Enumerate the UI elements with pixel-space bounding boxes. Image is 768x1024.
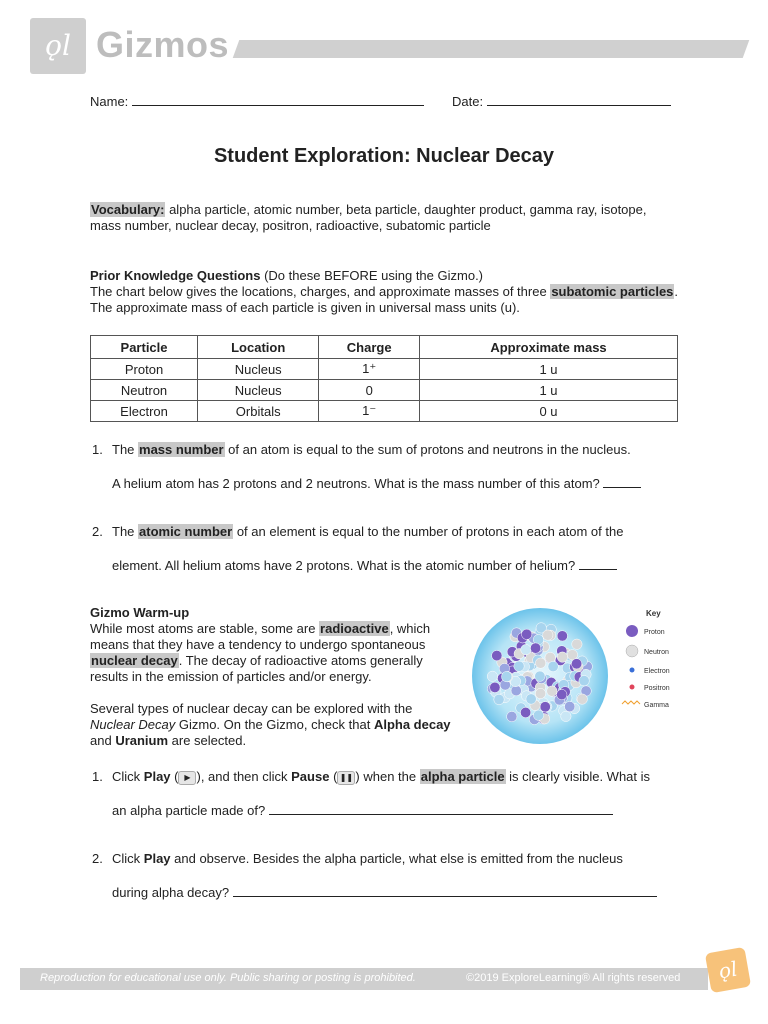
table-cell: 1 u xyxy=(420,359,678,380)
date-blank[interactable] xyxy=(487,93,671,106)
nucleon xyxy=(557,631,567,641)
uranium-option: Uranium xyxy=(115,733,169,748)
key-proton: Proton xyxy=(644,629,665,636)
question-text: A helium atom has 2 protons and 2 neutrons. What is the mass number of this atom? xyxy=(112,476,600,491)
atomic-number-term: atomic number xyxy=(139,524,233,539)
play-label: Play xyxy=(143,769,171,784)
nuclear-decay-term: nuclear decay xyxy=(91,653,178,668)
nucleon xyxy=(514,661,524,671)
key-title: Key xyxy=(646,609,661,618)
intro-text-a: The chart below gives the locations, charges, and approximate masses of three xyxy=(90,284,551,299)
nucleon xyxy=(507,711,517,721)
key-positron: Positron xyxy=(644,685,670,692)
neutron-key-icon xyxy=(626,645,638,657)
nucleon xyxy=(530,643,540,653)
question-text: Click xyxy=(112,851,144,866)
nucleon xyxy=(526,694,536,704)
question-1 xyxy=(92,442,692,458)
nucleon xyxy=(577,694,587,704)
table-cell: 1⁺ xyxy=(319,359,420,380)
nucleon xyxy=(492,650,502,660)
question-1-line2 xyxy=(112,475,702,492)
header-bar xyxy=(233,40,750,58)
table-cell: Electron xyxy=(91,401,198,422)
nucleon xyxy=(572,639,582,649)
header-approximate-mass: Approximate mass xyxy=(420,336,678,359)
key-gamma: Gamma xyxy=(644,702,669,709)
answer-blank[interactable] xyxy=(233,884,657,897)
prior-knowledge-note: (Do these BEFORE using the Gizmo.) xyxy=(264,268,484,283)
table-cell: 0 u xyxy=(420,401,678,422)
footer-logo-glyph: ǫl xyxy=(716,956,740,984)
play-label: Play xyxy=(143,851,171,866)
warmup-heading: Gizmo Warm-up xyxy=(90,605,190,620)
pause-icon[interactable]: ❚❚ xyxy=(337,771,355,785)
answer-blank[interactable] xyxy=(579,557,617,570)
warmup-text-f: and xyxy=(90,733,116,748)
play-icon[interactable]: ▶ xyxy=(178,771,196,785)
vocabulary xyxy=(90,202,680,234)
warmup-text xyxy=(90,605,452,749)
nucleon xyxy=(490,682,500,692)
subatomic-particles-term: subatomic particles xyxy=(551,284,674,299)
nucleon xyxy=(535,688,545,698)
intro-text-b: . The approximate mass of each particle is given in universal mass units (u). xyxy=(90,284,679,315)
table-cell: Nucleus xyxy=(198,380,319,401)
gamma-key-icon xyxy=(622,701,640,704)
question-text: ( xyxy=(170,769,179,784)
question-number: 1. xyxy=(92,769,103,784)
warmup-text-c: . The decay of radioactive atoms generally results in the emission of particles and/or energy. xyxy=(90,653,423,684)
table-cell: Orbitals xyxy=(198,401,319,422)
footer-disclaimer: Reproduction for educational use only. Public sharing or posting is prohibited. xyxy=(40,972,416,984)
question-2-line2 xyxy=(112,557,702,574)
question-text: ( xyxy=(329,769,338,784)
table-cell: Proton xyxy=(91,359,198,380)
question-text: and observe. Besides the alpha particle, what else is emitted from the nucleus xyxy=(170,851,623,866)
warmup-question-1-line2 xyxy=(112,802,702,819)
question-text: of an element is equal to the number of protons in each atom of the xyxy=(233,524,624,539)
nucleon xyxy=(494,694,504,704)
nucleon xyxy=(543,630,553,640)
footer-logo xyxy=(705,947,751,993)
warmup-text-g: are selected. xyxy=(168,733,247,748)
nucleon xyxy=(521,644,531,654)
nucleon xyxy=(487,671,497,681)
positron-key-icon xyxy=(630,685,635,690)
warmup-text-d: Several types of nuclear decay can be explored with the xyxy=(90,701,413,716)
question-text: of an atom is equal to the sum of protons and neutrons in the nucleus. xyxy=(224,442,631,457)
warmup-question-2 xyxy=(92,851,692,867)
nucleon xyxy=(561,711,571,721)
question-number: 2. xyxy=(92,524,103,539)
question-text: element. All helium atoms have 2 protons. What is the atomic number of helium? xyxy=(112,558,576,573)
nucleon xyxy=(571,659,581,669)
question-text: The xyxy=(112,442,139,457)
table-cell: Neutron xyxy=(91,380,198,401)
nucleon xyxy=(533,710,543,720)
nucleon xyxy=(520,707,530,717)
prior-knowledge-heading: Prior Knowledge Questions xyxy=(90,268,261,283)
table-row xyxy=(91,380,678,401)
alpha-decay-option: Alpha decay xyxy=(373,717,451,732)
prior-knowledge xyxy=(90,268,680,316)
nucleon xyxy=(557,689,567,699)
logo-glyph: ǫl xyxy=(45,29,71,62)
name-label: Name: xyxy=(90,94,129,109)
answer-blank[interactable] xyxy=(269,802,613,815)
vocabulary-terms: alpha particle, atomic number, beta particle, daughter product, gamma ray, isotope, mass number, nuclear decay, positron, radioactive, subatomic particle xyxy=(90,202,647,233)
electron-key-icon xyxy=(630,668,635,673)
question-text: is clearly visible. What is xyxy=(505,769,651,784)
gizmo-name: Nuclear Decay xyxy=(90,717,176,732)
nucleon xyxy=(540,702,550,712)
nucleon xyxy=(511,685,521,695)
name-field[interactable] xyxy=(90,93,424,110)
table-row xyxy=(91,401,678,422)
header-particle: Particle xyxy=(91,336,198,359)
mass-number-term: mass number xyxy=(139,442,224,457)
nucleon xyxy=(502,671,512,681)
nucleon xyxy=(535,658,545,668)
nucleon xyxy=(548,661,558,671)
warmup-text-b: , which means that they have a tendency to undergo spontaneous xyxy=(90,621,431,652)
nucleon xyxy=(547,686,557,696)
nucleon xyxy=(557,652,567,662)
proton-key-icon xyxy=(626,625,638,637)
logo xyxy=(30,18,86,74)
answer-blank[interactable] xyxy=(603,475,641,488)
question-text: an alpha particle made of? xyxy=(112,803,266,818)
nucleon xyxy=(522,629,532,639)
question-number: 1. xyxy=(92,442,103,457)
pause-label: Pause xyxy=(291,769,330,784)
warmup-text-e: Gizmo. On the Gizmo, check that xyxy=(175,717,374,732)
nucleon xyxy=(535,671,545,681)
warmup-text-a: While most atoms are stable, some are xyxy=(90,621,320,636)
radioactive-term: radioactive xyxy=(320,621,389,636)
nucleon xyxy=(565,701,575,711)
name-blank[interactable] xyxy=(132,93,424,106)
question-text: during alpha decay? xyxy=(112,885,230,900)
question-text: ) when the xyxy=(355,769,420,784)
warmup-question-2-line2 xyxy=(112,884,702,901)
question-text: The xyxy=(112,524,139,539)
question-number: 2. xyxy=(92,851,103,866)
table-cell: 1⁻ xyxy=(319,401,420,422)
table-cell: 0 xyxy=(319,380,420,401)
table-header-row xyxy=(91,336,678,359)
nucleon xyxy=(579,676,589,686)
date-label: Date: xyxy=(452,94,484,109)
question-text: ), and then click xyxy=(196,769,292,784)
nucleus-illustration xyxy=(470,606,690,748)
footer-copyright: ©2019 ExploreLearning® All rights reserved xyxy=(466,972,681,984)
date-field[interactable] xyxy=(452,93,671,110)
table-row xyxy=(91,359,678,380)
question-2 xyxy=(92,524,692,540)
header-charge: Charge xyxy=(319,336,420,359)
vocabulary-label: Vocabulary: xyxy=(91,202,165,217)
warmup-question-1 xyxy=(92,769,692,785)
key-neutron: Neutron xyxy=(644,649,669,656)
question-text: Click xyxy=(112,769,144,784)
brand-name: Gizmos xyxy=(96,24,230,65)
page-title: Student Exploration: Nuclear Decay xyxy=(213,145,555,167)
particle-table xyxy=(90,335,678,422)
table-cell: Nucleus xyxy=(198,359,319,380)
table-cell: 1 u xyxy=(420,380,678,401)
alpha-particle-term: alpha particle xyxy=(420,769,505,784)
key-electron: Electron xyxy=(644,668,670,675)
header-location: Location xyxy=(198,336,319,359)
